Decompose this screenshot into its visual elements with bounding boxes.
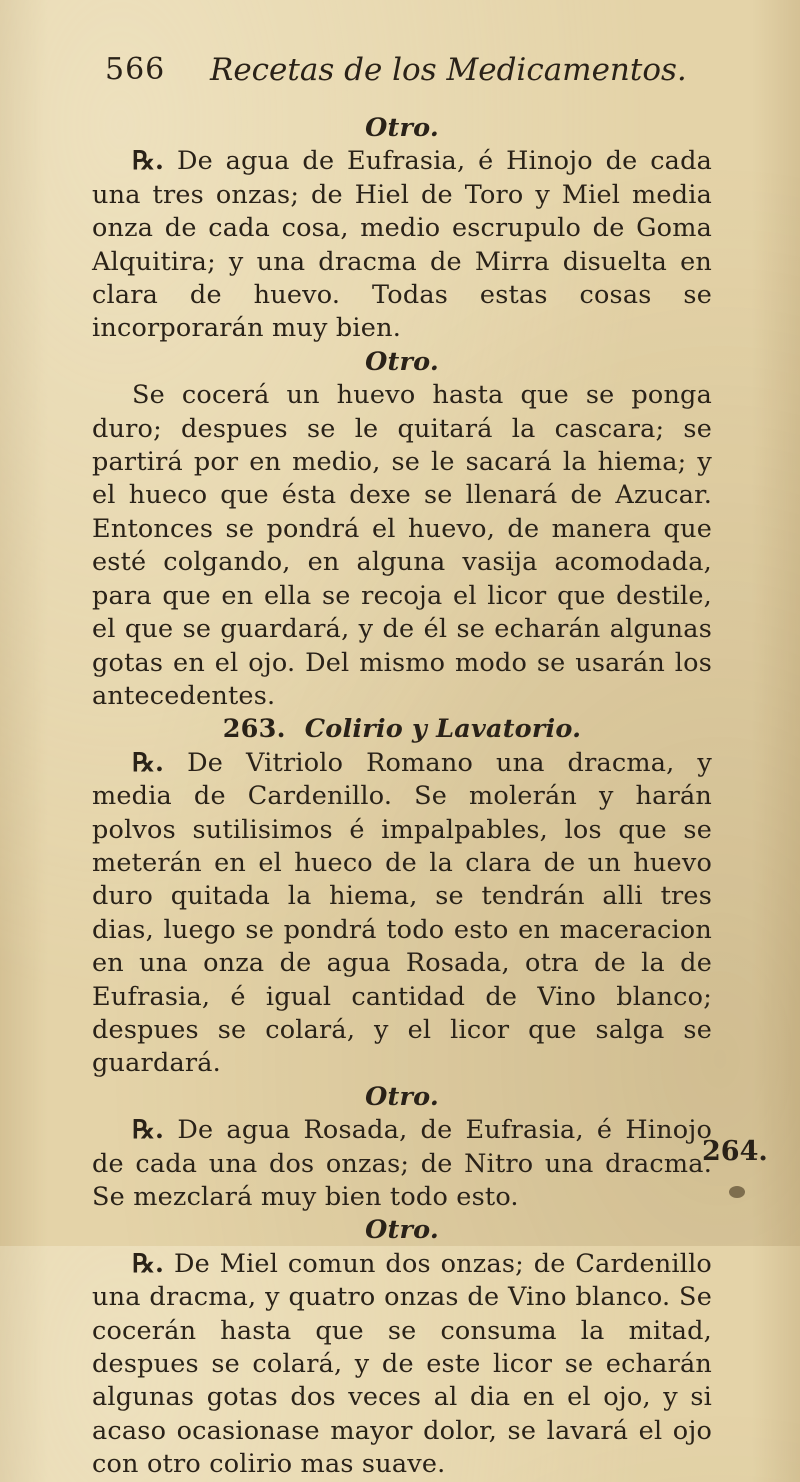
- catchword: 264.: [702, 1136, 768, 1167]
- section-heading-otro-3: [92, 1081, 712, 1114]
- section-heading-colirio: [92, 713, 712, 746]
- page-header: [105, 52, 687, 102]
- heading-label: Otro.: [365, 346, 439, 377]
- recipe-paragraph-5: [92, 1248, 712, 1482]
- heading-label: Otro.: [365, 113, 439, 143]
- recipe-symbol: ℞.: [132, 1115, 165, 1146]
- recipe-symbol: ℞.: [132, 1248, 165, 1279]
- recipe-paragraph-2: [92, 379, 712, 713]
- heading-label: Otro.: [365, 1081, 439, 1112]
- section-heading-otro-1: [92, 112, 712, 145]
- section-heading-otro-2: [92, 346, 712, 379]
- recipe-paragraph-3: [92, 747, 712, 1081]
- ink-stain: [729, 1186, 745, 1198]
- recipe-symbol: ℞.: [132, 146, 165, 177]
- recipe-text-block: [92, 112, 712, 1482]
- section-number: 263.: [222, 714, 286, 745]
- recipe-symbol: ℞.: [132, 747, 165, 778]
- heading-label: Colirio y Lavatorio.: [304, 714, 582, 745]
- recipe-text: Se cocerá un huevo hasta que se ponga duro; despues se le quitará la cascara; se partirá por en medio, se le sacará la hiema; y el hueco que ésta dexe se llenará de Azucar. Entonces se pondrá el huevo, de manera que esté colgando, en alguna vasija acomodada, para que en ella se recoja el licor que destile, el que se guardará, y de él se echarán algunas gotas en el ojo. Del mismo modo se usarán los antecedentes.: [92, 380, 712, 711]
- recipe-text: De agua de Eufrasia, é Hinojo de cada una tres onzas; de Hiel de Toro y Miel media onza de cada cosa, medio escrupulo de Goma Alquitira; y una dracma de Mirra disuelta en clara de huevo. Todas estas cosas se incorporarán muy bien.: [92, 146, 713, 344]
- recipe-paragraph-1: [92, 145, 712, 345]
- page-number: 566: [105, 52, 166, 87]
- running-title: Recetas de los Medicamentos.: [210, 52, 687, 88]
- recipe-text: De Miel comun dos onzas; de Cardenillo una dracma, y quatro onzas de Vino blanco. Se cocerán hasta que se consuma la mitad, despues se colará, y de este licor se echarán algunas gotas dos veces al dia en el ojo, y si acaso ocasionase mayor dolor, se lavará el ojo con otro colirio mas suave.: [92, 1248, 712, 1480]
- recipe-text: De Vitriolo Romano una dracma, y media de Cardenillo. Se molerán y harán polvos sutilisimos é impalpables, los que se meterán en el hueco de la clara de un huevo duro quitada la hiema, se tendrán alli tres dias, luego se pondrá todo esto en maceracion en una onza de agua Rosada, otra de la de Eufrasia, é igual cantidad de Vino blanco; despues se colará, y el licor que salga se guardará.: [92, 747, 712, 1079]
- recipe-text: De agua Rosada, de Eufrasia, é Hinojo de cada una dos onzas; de Nitro una dracma. Se mezclará muy bien todo esto.: [92, 1115, 713, 1212]
- section-heading-otro-4: [92, 1214, 712, 1247]
- heading-label: Otro.: [365, 1215, 439, 1246]
- recipe-paragraph-4: [92, 1114, 712, 1214]
